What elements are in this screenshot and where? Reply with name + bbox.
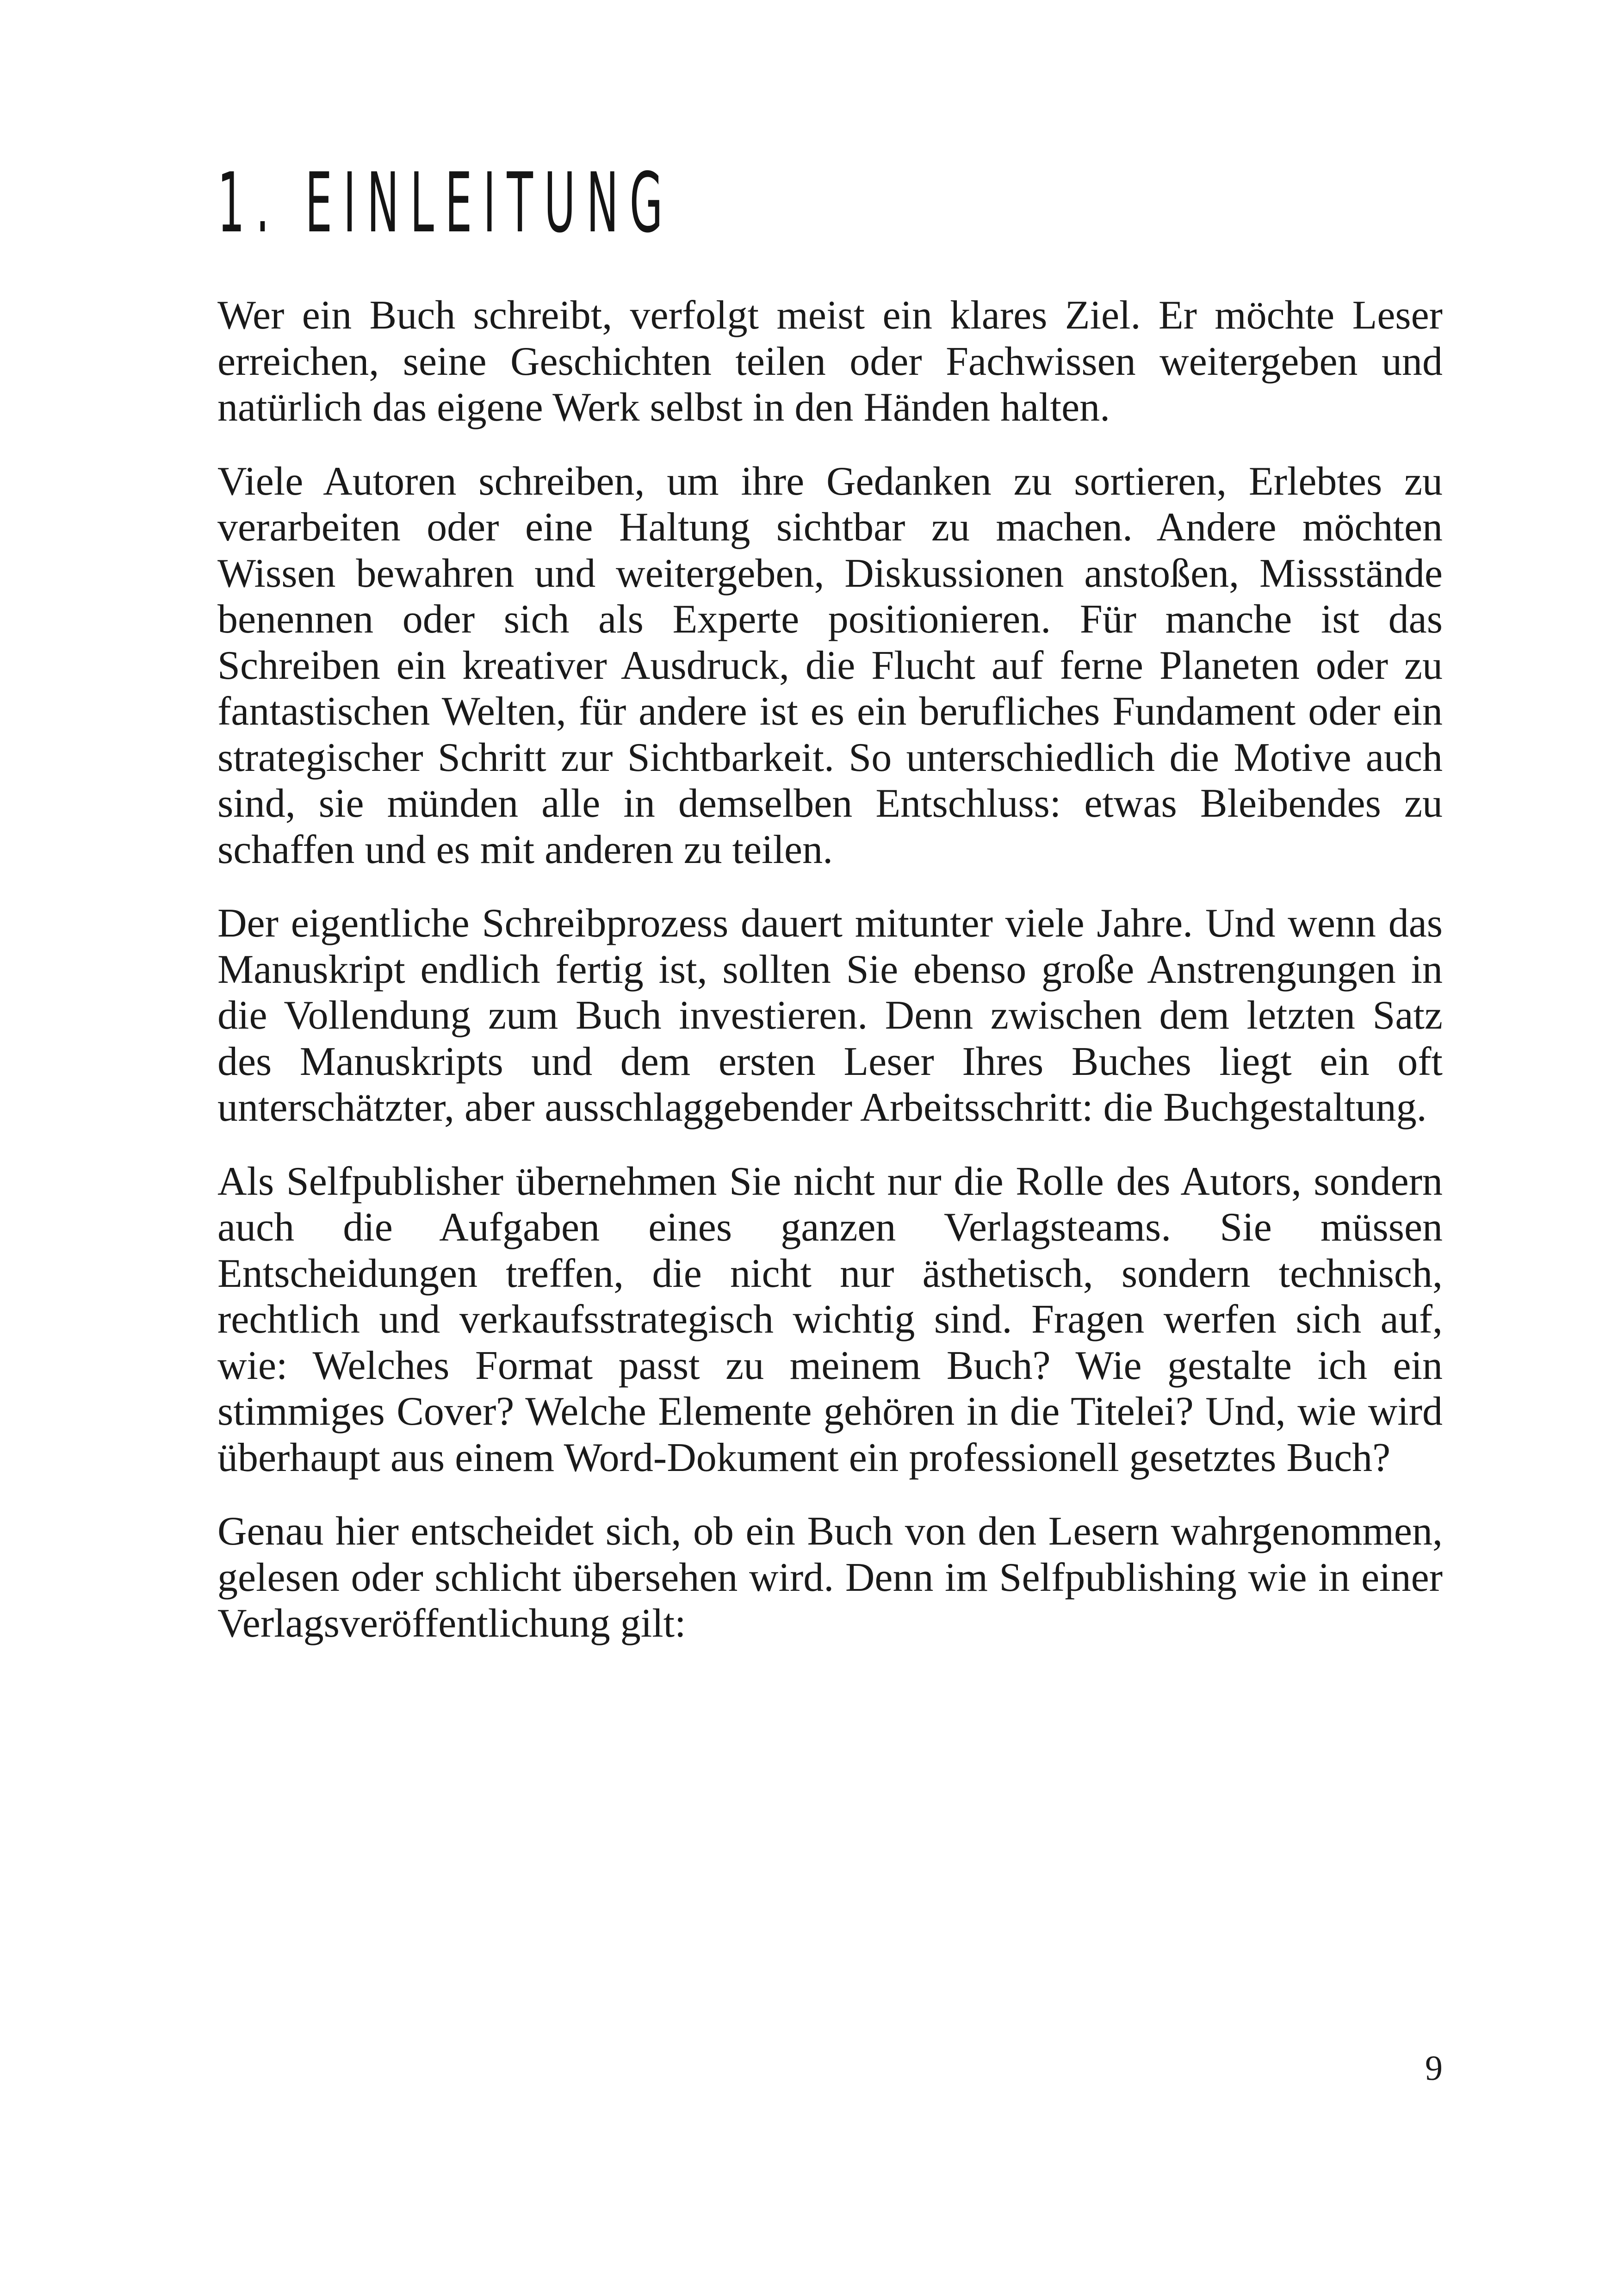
page-number: 9 (1425, 2049, 1443, 2088)
paragraph: Viele Autoren schreiben, um ihre Gedanken zu sortieren, Erlebtes zu verarbeiten oder eine Haltung sichtbar zu machen. Andere möchten Wissen bewahren und weitergeben, Diskussionen anstoßen, Missstände benennen oder sich als Experte positionieren. Für manche ist das Schreiben ein kreativer Ausdruck, die Flucht auf ferne Planeten oder zu fantastischen Welten, für andere ist es ein berufliches Fundament oder ein strategischer Schritt zur Sichtbarkeit. So unterschiedlich die Motive auch sind, sie münden alle in demselben Entschluss: etwas Bleibendes zu schaffen und es mit anderen zu teilen. (217, 459, 1443, 872)
paragraph: Als Selfpublisher übernehmen Sie nicht nur die Rolle des Autors, sondern auch die Aufgaben eines ganzen Verlagsteams. Sie müssen Entscheidungen treffen, die nicht nur ästhetisch, sondern technisch, rechtlich und verkaufsstrategisch wichtig sind. Fragen werfen sich auf, wie: Welches Format passt zu meinem Buch? Wie gestalte ich ein stimmiges Cover? Welche Elemente gehören in die Titelei? Und, wie wird überhaupt aus einem Word-Dokument ein professionell gesetztes Buch? (217, 1159, 1443, 1480)
paragraph: Wer ein Buch schreibt, verfolgt meist ein klares Ziel. Er möchte Leser erreichen, seine Geschichten teilen oder Fachwissen weitergeben und natürlich das eigene Werk selbst in den Händen halten. (217, 293, 1443, 430)
body-text (217, 292, 1443, 1675)
chapter-title: 1. EINLEITUNG (217, 155, 674, 251)
paragraph: Der eigentliche Schreibprozess dauert mitunter viele Jahre. Und wenn das Manuskript endlich fertig ist, sollten Sie ebenso große Anstrengungen in die Vollendung zum Buch investieren. Denn zwischen dem letzten Satz des Manuskripts und dem ersten Leser Ihres Buches liegt ein oft unterschätzter, aber ausschlaggebender Arbeitsschritt: die Buchgestaltung. (217, 901, 1443, 1130)
paragraph: Genau hier entscheidet sich, ob ein Buch von den Lesern wahrgenommen, gelesen oder schlicht übersehen wird. Denn im Selfpublishing wie in einer Verlagsveröffentlichung gilt: (217, 1509, 1443, 1646)
